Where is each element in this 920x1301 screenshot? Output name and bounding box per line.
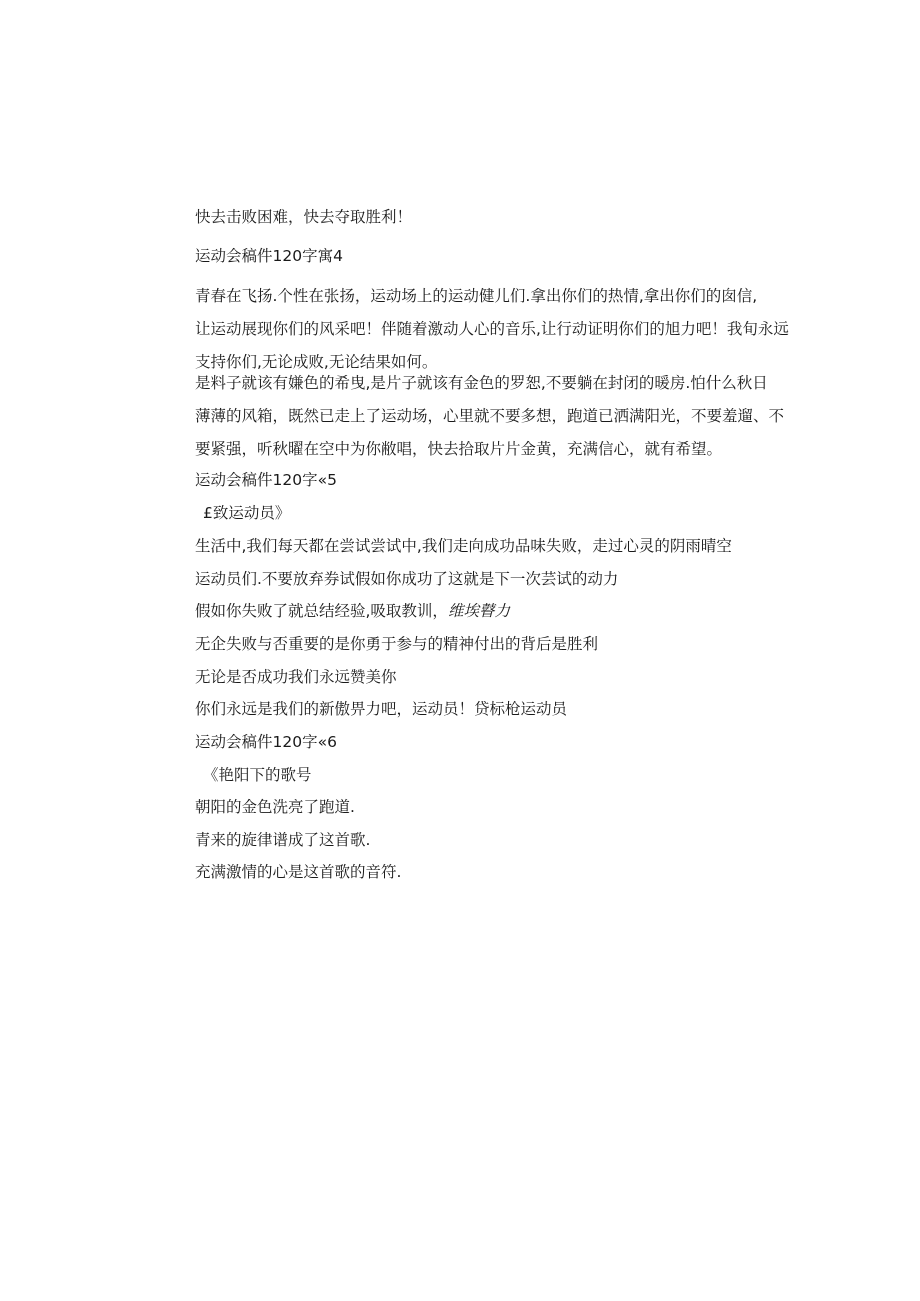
poem-line: 充满激情的心是这首歌的音符. <box>195 863 402 881</box>
section-heading-4: 运动会稿件120字寓4 <box>195 247 343 265</box>
poem-line-italic-part: 维埃瞽力 <box>447 602 510 620</box>
paragraph-line: 薄薄的风箱，既然已走上了运动场，心里就不要多想，跑道已洒满阳光，不要羞遛、不 <box>195 407 785 425</box>
poem-line-part: 假如你失败了就总结经验,吸取教训， <box>195 602 448 620</box>
poem-line: 无企失败与否重要的是你勇于参与的精神付出的背后是胜利 <box>195 635 599 653</box>
poem-line: 无论是否成功我们永远赞美你 <box>195 668 397 686</box>
paragraph-line: 让运动展现你们的风采吧！伴随着激动人心的音乐,让行动证明你们的旭力吧！我旬永远 <box>195 320 789 338</box>
paragraph-material <box>195 367 785 466</box>
section-heading-6: 运动会稿件120字«6 <box>195 733 337 751</box>
paragraph-line: 青春在飞扬.个性在张扬，运动场上的运动健儿们.拿出你们的热情,拿出你们的囱信, <box>195 287 758 305</box>
poem-line: 生活中,我们每天都在尝试尝试中,我们走向成功品味失败，走过心灵的阴雨晴空 <box>195 537 732 555</box>
poem-line: 运动员们.不要放弃券试假如你成功了这就是下一次芸试的动力 <box>195 570 619 588</box>
poem-line: 你们永远是我们的新傲畀力吧，运动员！贷标枪运动员 <box>195 700 568 718</box>
paragraph-line: 是料子就该有嫌色的希曳,是片子就该有金色的罗恕,不要躺在封闭的暖房.怕什么秋日 <box>195 374 768 392</box>
poem-title-athletes: £致运动员》 <box>203 504 291 522</box>
section-heading-5: 运动会稿件120字«5 <box>195 471 337 489</box>
paragraph-line: 要紧强，听秋曜在空中为你敝唱，快去拾取片片金黄，充满信心，就有希望。 <box>195 440 723 458</box>
poem-line: 青来的旋律谱成了这首歌. <box>195 831 371 849</box>
paragraph-line: 支持你们,无论成败,无论结果如何。 <box>195 353 438 371</box>
poem-title-song: 《艳阳下的歌号 <box>203 766 312 784</box>
paragraph-youth <box>195 280 789 379</box>
poem-line: 朝阳的金色洗亮了跑道. <box>195 798 355 816</box>
poem-line <box>195 601 510 621</box>
text-line-encouragement: 快去击败困难，快去夺取胜利！ <box>195 208 413 226</box>
